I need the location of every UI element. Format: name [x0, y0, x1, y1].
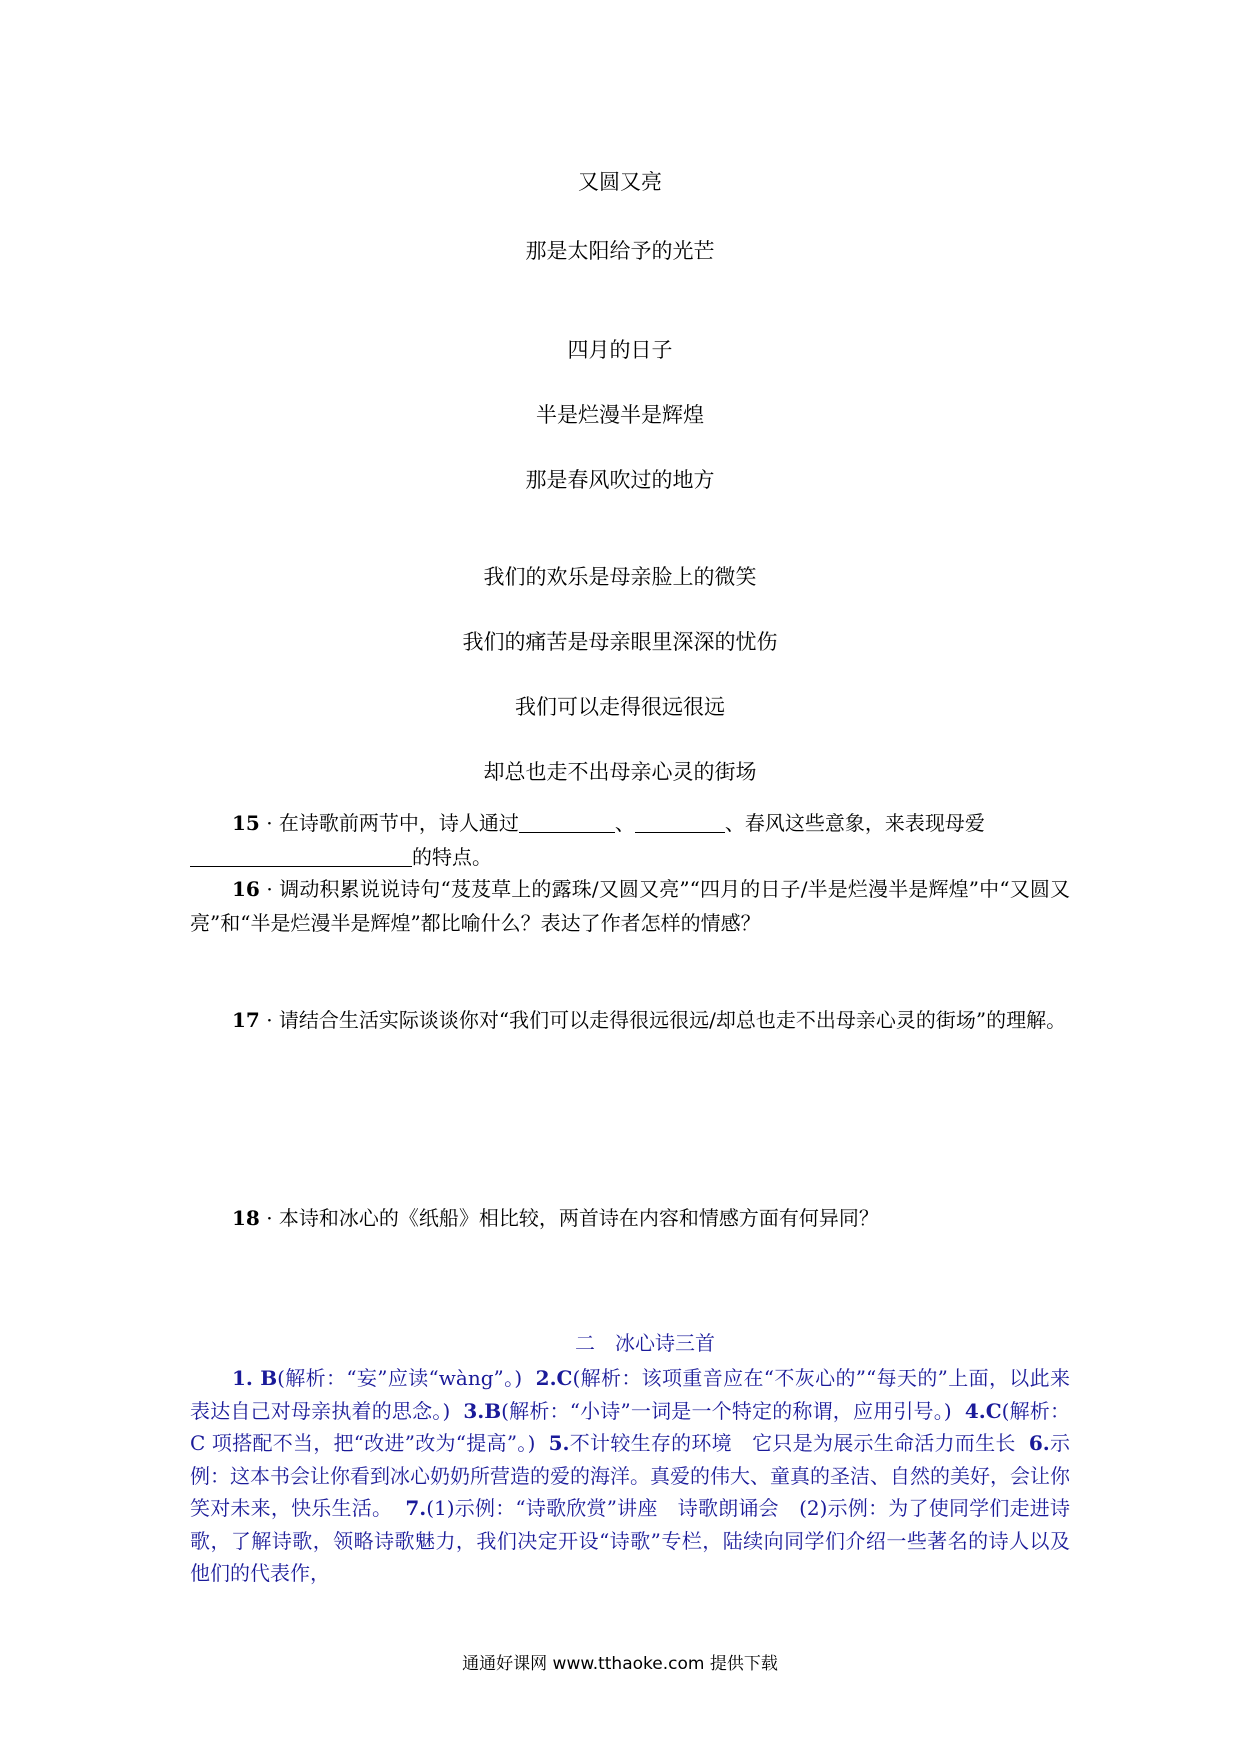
answer-blank[interactable]	[635, 810, 725, 833]
poem-line-7: 我们的痛苦是母亲眼里深深的忧伤	[462, 630, 778, 654]
question-16	[190, 872, 1070, 940]
answer-text: (1)示例：“诗歌欣赏”讲座 诗歌朗诵会 (2)示例：为了使同学们走进诗歌，了解诗歌，领略诗歌魅力，我们决定开设“诗歌”专栏，陆续向同学们介绍一些著名的诗人以及他们的代表作，	[190, 1496, 1071, 1585]
question-15	[190, 806, 1070, 874]
answer-number: 4.C	[964, 1398, 1002, 1423]
poem-line-1: 又圆又亮	[578, 170, 662, 194]
poem-line-2: 那是太阳给予的光芒	[525, 239, 715, 263]
question-17	[190, 1003, 1070, 1037]
answer-block	[190, 1362, 1070, 1590]
page-footer: 通通好课网 www.tthaoke.com 提供下载	[462, 1654, 778, 1674]
answer-text: (解析：“妄”应读“wàng”。)	[277, 1366, 523, 1390]
question-text: 、春风这些意象，来表现母爱	[724, 811, 985, 835]
answer-text: (解析：C 项搭配不当，把“改进”改为“提高”。)	[190, 1398, 1070, 1455]
question-18	[190, 1201, 1070, 1235]
answer-number: 3.B	[463, 1398, 502, 1423]
answer-text: 不计较生存的环境 它只是为展示生命活力而生长	[569, 1431, 1016, 1455]
question-text: 调动积累说说诗句“芨芨草上的露珠/又圆又亮”“四月的日子/半是烂漫半是辉煌”中“又圆又亮”和“半是烂漫半是辉煌”都比喻什么？表达了作者怎样的情感？	[190, 877, 1071, 935]
question-number: 18	[232, 1206, 260, 1230]
question-separator: ·	[266, 811, 273, 835]
answer-text: (解析：该项重音应在“不灰心的”“每天的”上面，以此来表达自己对母亲执着的思念。)	[190, 1366, 1071, 1423]
answer-text: 示例：这本书会让你看到冰心奶奶所营造的爱的海洋。真爱的伟大、童真的圣洁、自然的美好，会让你笑对未来，快乐生活。	[190, 1431, 1071, 1520]
answer-number: 7.	[405, 1496, 427, 1520]
question-text: 本诗和冰心的《纸船》相比较，两首诗在内容和情感方面有何异同？	[278, 1206, 879, 1230]
poem-line-5: 那是春风吹过的地方	[525, 468, 715, 492]
answer-blank[interactable]	[190, 844, 412, 867]
question-text: 请结合生活实际谈谈你对“我们可以走得很远很远/却总也走不出母亲心灵的街场”的理解。	[278, 1008, 1067, 1032]
answer-blank[interactable]	[519, 810, 615, 833]
answer-number: 1. B	[232, 1366, 278, 1390]
question-separator: ·	[266, 877, 273, 901]
question-text: 的特点。	[412, 845, 492, 869]
question-number: 17	[232, 1008, 260, 1032]
answer-number: 2.C	[535, 1366, 573, 1390]
poem-line-8: 我们可以走得很远很远	[515, 695, 725, 719]
answer-number: 6.	[1028, 1431, 1050, 1455]
question-text: 在诗歌前两节中，诗人通过	[278, 811, 519, 835]
answer-section-title: 二 冰心诗三首	[575, 1331, 715, 1355]
answer-number: 5.	[548, 1431, 570, 1455]
question-number: 16	[232, 877, 260, 901]
poem-line-3: 四月的日子	[567, 338, 673, 362]
answer-text: (解析：“小诗”一词是一个特定的称谓，应用引号。)	[501, 1398, 952, 1423]
poem-line-9: 却总也走不出母亲心灵的街场	[483, 760, 757, 784]
question-separator: ·	[266, 1206, 273, 1230]
poem-line-4: 半是烂漫半是辉煌	[536, 403, 704, 427]
question-text: 、	[614, 811, 635, 835]
poem-line-6: 我们的欢乐是母亲脸上的微笑	[483, 565, 757, 589]
question-number: 15	[232, 811, 260, 835]
question-separator: ·	[266, 1008, 273, 1032]
